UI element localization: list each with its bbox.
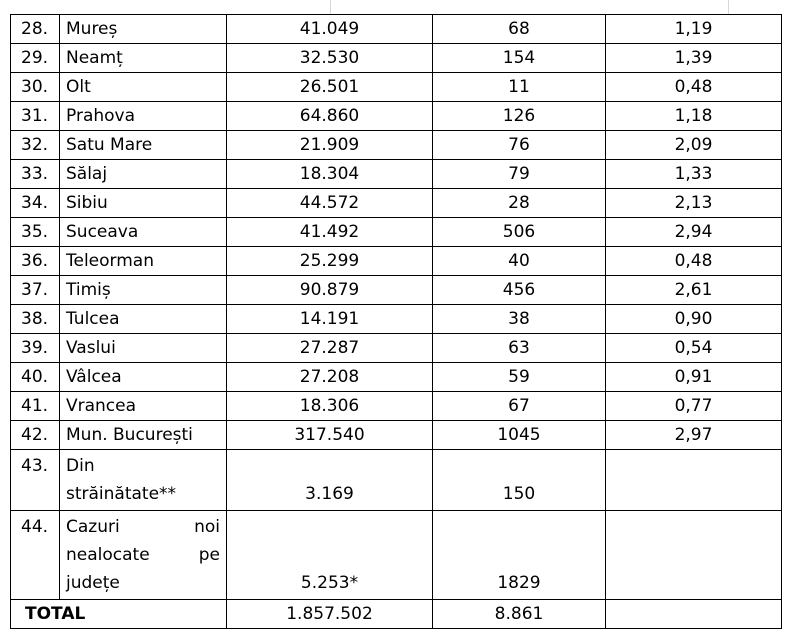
- value-c: 2,61: [606, 276, 782, 305]
- value-c: 0,90: [606, 305, 782, 334]
- row-number: 30.: [11, 73, 60, 102]
- county-name: Olt: [60, 73, 227, 102]
- value-b: 1045: [433, 421, 606, 450]
- table-row: [11, 44, 782, 73]
- row-number: 40.: [11, 363, 60, 392]
- page-top-edge: [0, 0, 800, 14]
- name-line: Din: [66, 456, 95, 476]
- table-row: [11, 392, 782, 421]
- name-line: străinătate**: [66, 484, 177, 504]
- value-b: 126: [433, 102, 606, 131]
- county-name: Vâlcea: [60, 363, 227, 392]
- name-line: [66, 541, 220, 569]
- value-a: 44.572: [227, 189, 433, 218]
- value-a: 3.169: [227, 450, 433, 511]
- value-a: 27.208: [227, 363, 433, 392]
- table-body: [11, 15, 782, 629]
- table-row: [11, 363, 782, 392]
- value-a: 41.049: [227, 15, 433, 44]
- value-c: [606, 511, 782, 600]
- row-number: 43.: [11, 450, 60, 511]
- column-guide: [728, 0, 729, 14]
- row-number: 33.: [11, 160, 60, 189]
- value-b: 63: [433, 334, 606, 363]
- name-word: Cazuri: [66, 517, 120, 537]
- table-row: [11, 334, 782, 363]
- value-a: 5.253*: [227, 511, 433, 600]
- county-name: Satu Mare: [60, 131, 227, 160]
- table-row-total: [11, 600, 782, 629]
- county-name: Tulcea: [60, 305, 227, 334]
- value-b: 76: [433, 131, 606, 160]
- name-word: pe: [198, 545, 220, 565]
- row-number: 35.: [11, 218, 60, 247]
- county-name: Mun. București: [60, 421, 227, 450]
- county-name: Mureș: [60, 15, 227, 44]
- value-b: 150: [433, 450, 606, 511]
- table-row: [11, 131, 782, 160]
- total-value-a: 1.857.502: [227, 600, 433, 629]
- county-name: [60, 450, 227, 511]
- value-c: 1,18: [606, 102, 782, 131]
- value-c: 2,97: [606, 421, 782, 450]
- county-name: Sălaj: [60, 160, 227, 189]
- value-a: 41.492: [227, 218, 433, 247]
- value-b: 1829: [433, 511, 606, 600]
- name-line: județe: [66, 573, 120, 593]
- value-c: [606, 450, 782, 511]
- value-c: 1,33: [606, 160, 782, 189]
- value-a: 18.304: [227, 160, 433, 189]
- value-b: 154: [433, 44, 606, 73]
- county-name: Vrancea: [60, 392, 227, 421]
- county-name: Timiș: [60, 276, 227, 305]
- value-b: 79: [433, 160, 606, 189]
- value-b: 40: [433, 247, 606, 276]
- value-a: 21.909: [227, 131, 433, 160]
- table-row: [11, 73, 782, 102]
- value-c: 1,19: [606, 15, 782, 44]
- value-a: 90.879: [227, 276, 433, 305]
- county-name: Prahova: [60, 102, 227, 131]
- value-c: 2,94: [606, 218, 782, 247]
- county-name: Neamț: [60, 44, 227, 73]
- county-name: Vaslui: [60, 334, 227, 363]
- row-number: 42.: [11, 421, 60, 450]
- total-value-b: 8.861: [433, 600, 606, 629]
- value-a: 64.860: [227, 102, 433, 131]
- value-b: 59: [433, 363, 606, 392]
- value-a: 25.299: [227, 247, 433, 276]
- value-b: 38: [433, 305, 606, 334]
- county-data-table: [10, 14, 782, 629]
- value-b: 506: [433, 218, 606, 247]
- total-value-c: [606, 600, 782, 629]
- value-a: 26.501: [227, 73, 433, 102]
- value-c: 0,48: [606, 73, 782, 102]
- row-number: 29.: [11, 44, 60, 73]
- row-number: 37.: [11, 276, 60, 305]
- table-row: [11, 276, 782, 305]
- table-row: [11, 160, 782, 189]
- row-number: 38.: [11, 305, 60, 334]
- table-row: [11, 15, 782, 44]
- row-number: 32.: [11, 131, 60, 160]
- total-label: TOTAL: [11, 600, 227, 629]
- name-word: nealocate: [66, 545, 150, 565]
- value-c: 0,54: [606, 334, 782, 363]
- value-a: 14.191: [227, 305, 433, 334]
- row-number: 44.: [11, 511, 60, 600]
- county-name: Sibiu: [60, 189, 227, 218]
- value-c: 0,91: [606, 363, 782, 392]
- row-number: 34.: [11, 189, 60, 218]
- value-c: 2,13: [606, 189, 782, 218]
- value-b: 456: [433, 276, 606, 305]
- name-line: [66, 513, 220, 541]
- column-guide: [330, 0, 331, 14]
- row-number: 31.: [11, 102, 60, 131]
- row-number: 41.: [11, 392, 60, 421]
- table-row: [11, 305, 782, 334]
- value-a: 18.306: [227, 392, 433, 421]
- county-name: [60, 511, 227, 600]
- table-row: [11, 102, 782, 131]
- value-a: 32.530: [227, 44, 433, 73]
- value-a: 317.540: [227, 421, 433, 450]
- row-number: 39.: [11, 334, 60, 363]
- county-name: Suceava: [60, 218, 227, 247]
- value-b: 68: [433, 15, 606, 44]
- name-word: noi: [194, 517, 220, 537]
- value-a: 27.287: [227, 334, 433, 363]
- table-row: [11, 247, 782, 276]
- table-row: [11, 421, 782, 450]
- value-c: 2,09: [606, 131, 782, 160]
- value-c: 1,39: [606, 44, 782, 73]
- county-name: Teleorman: [60, 247, 227, 276]
- value-c: 0,48: [606, 247, 782, 276]
- table-row-unallocated: [11, 511, 782, 600]
- value-b: 67: [433, 392, 606, 421]
- table-row: [11, 189, 782, 218]
- value-b: 11: [433, 73, 606, 102]
- row-number: 36.: [11, 247, 60, 276]
- row-number: 28.: [11, 15, 60, 44]
- value-b: 28: [433, 189, 606, 218]
- table-row: [11, 218, 782, 247]
- value-c: 0,77: [606, 392, 782, 421]
- table-row-abroad: [11, 450, 782, 511]
